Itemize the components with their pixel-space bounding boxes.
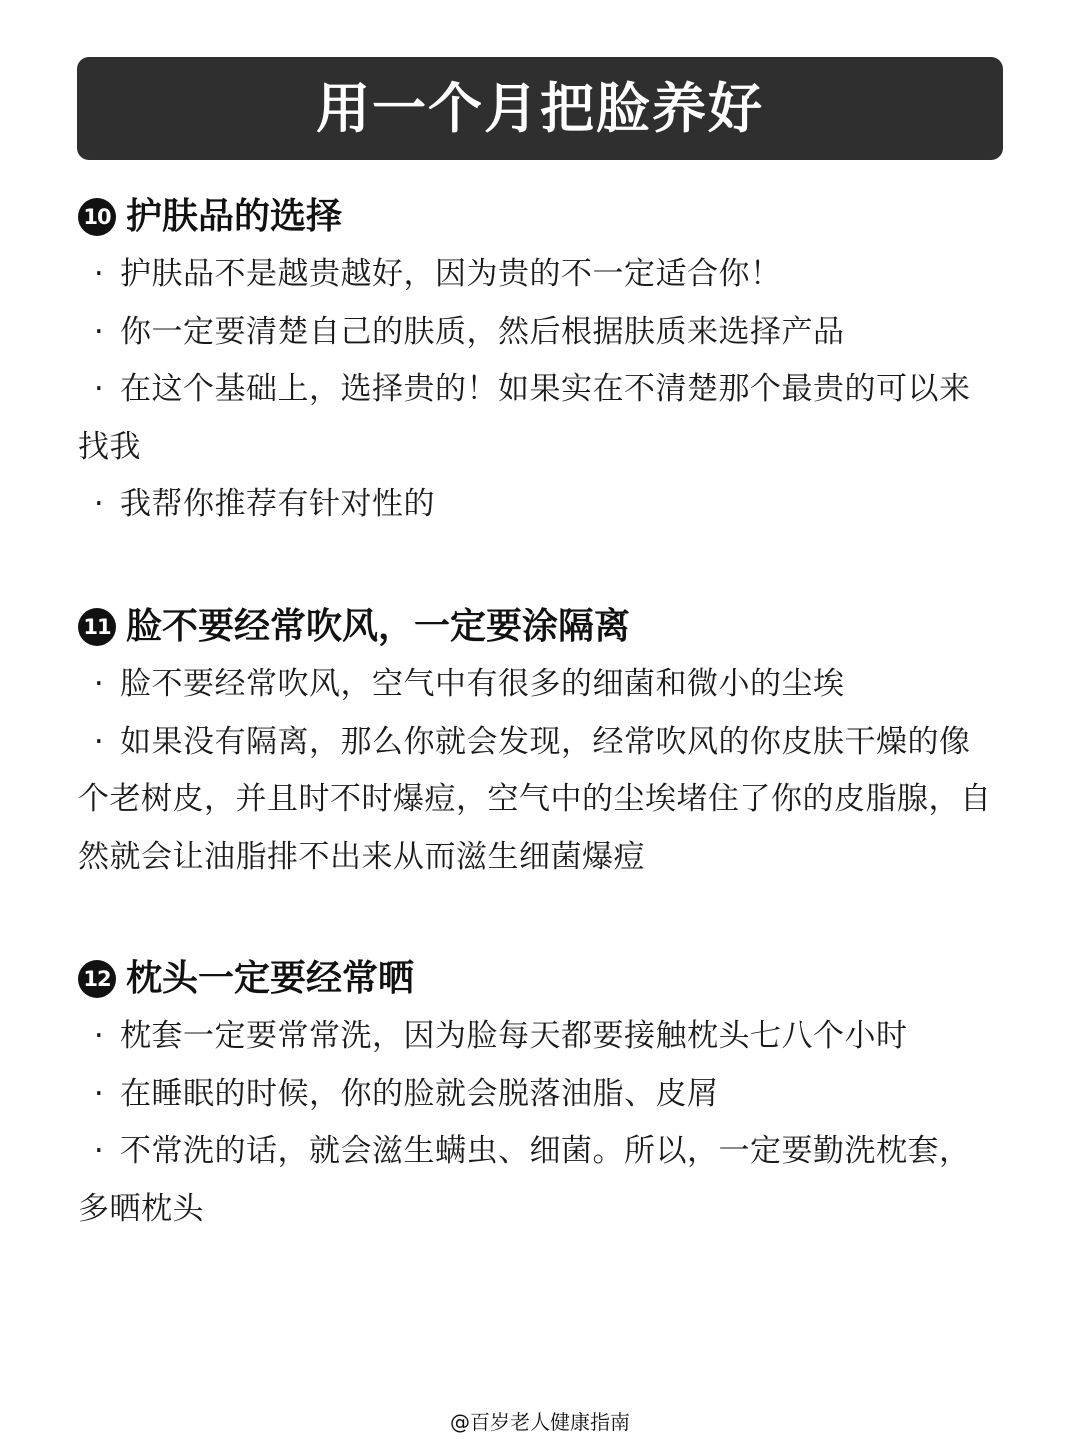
section-wind-protection [78, 598, 998, 886]
bullet-dot-icon: · [93, 723, 105, 760]
section-heading [78, 188, 998, 246]
list-item-text: 枕套一定要常常洗，因为脸每天都要接触枕头七八个小时 [120, 1018, 908, 1054]
list-item [78, 1123, 998, 1238]
list-item [78, 1066, 998, 1124]
bullet-list [78, 246, 998, 534]
list-item-text: 我帮你推荐有针对性的 [120, 486, 435, 522]
section-skincare-choice [78, 188, 998, 534]
list-item [78, 246, 998, 304]
section-title: 护肤品的选择 [126, 196, 343, 237]
bullet-dot-icon: · [93, 1133, 105, 1169]
bullet-dot-icon: · [93, 666, 105, 702]
section-heading [78, 950, 998, 1008]
bullet-list [78, 1008, 998, 1238]
list-item-text: 护肤品不是越贵越好，因为贵的不一定适合你！ [120, 256, 782, 292]
bullet-dot-icon: · [93, 1075, 105, 1112]
section-heading [78, 598, 998, 656]
list-item [78, 361, 998, 476]
list-item-text: 不常洗的话，就会滋生螨虫、细菌。所以，一定要勤洗枕套，多晒枕头 [78, 1133, 971, 1227]
bullet-list [78, 656, 998, 886]
page-title: 用一个月把脸养好 [316, 76, 764, 140]
section-title: 脸不要经常吹风，一定要涂隔离 [126, 606, 631, 647]
bullet-dot-icon: · [93, 371, 105, 407]
number-circle-icon: 10 [78, 198, 116, 236]
list-item [78, 714, 998, 887]
list-item [78, 1008, 998, 1066]
number-circle-icon: 11 [78, 608, 116, 646]
list-item-text: 如果没有隔离，那么你就会发现，经常吹风的你皮肤干燥的像个老树皮，并且时不时爆痘，空气中的尘埃堵住了你的皮脂腺，自然就会让油脂排不出来从而滋生细菌爆痘 [78, 723, 992, 875]
title-banner [77, 57, 1003, 160]
list-item-text: 你一定要清楚自己的肤质，然后根据肤质来选择产品 [120, 313, 845, 350]
list-item-text: 在睡眠的时候，你的脸就会脱落油脂、皮屑 [120, 1075, 719, 1112]
bullet-dot-icon: · [93, 1018, 105, 1054]
section-title: 枕头一定要经常晒 [126, 958, 415, 999]
bullet-dot-icon: · [93, 256, 105, 292]
bullet-dot-icon: · [93, 486, 105, 522]
list-item [78, 476, 998, 534]
list-item-text: 脸不要经常吹风，空气中有很多的细菌和微小的尘埃 [120, 666, 845, 702]
list-item-text: 在这个基础上，选择贵的！如果实在不清楚那个最贵的可以来找我 [78, 371, 971, 465]
section-pillow-sun [78, 950, 998, 1238]
footer-watermark: @百岁老人健康指南 [450, 1410, 630, 1434]
list-item [78, 656, 998, 714]
list-item [78, 304, 998, 362]
number-circle-icon: 12 [78, 960, 116, 998]
bullet-dot-icon: · [93, 313, 105, 350]
